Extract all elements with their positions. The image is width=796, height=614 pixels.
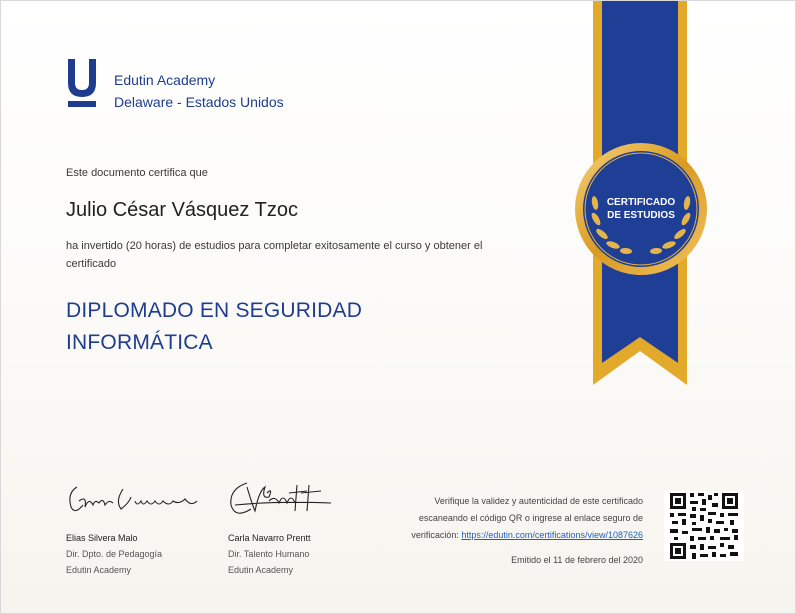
- signatory-navarro: [228, 530, 311, 578]
- seal-line1: CERTIFICADO: [606, 197, 676, 208]
- course-title: [66, 295, 506, 359]
- signatory-org: Edutin Academy: [66, 565, 132, 575]
- issue-date: Emitido el 11 de febrero del 2020: [511, 555, 643, 565]
- verification-line: Verifique la validez y autenticidad de este certificado: [434, 496, 643, 506]
- institution-block: [114, 69, 284, 113]
- signatory-name: Elias Silvera Malo: [66, 533, 138, 543]
- verification-link-row: [356, 527, 643, 544]
- institution-name: Edutin Academy: [114, 72, 216, 88]
- verification-link[interactable]: https://edutin.com/certifications/view/1087626: [461, 530, 643, 540]
- signatory-org: Edutin Academy: [228, 565, 294, 575]
- signatory-silvera: [66, 530, 162, 578]
- signature-silvera: [65, 477, 203, 521]
- certificate-description: ha invertido (20 horas) de estudios para completar exitosamente el curso y obtener el certificado: [66, 240, 483, 270]
- signature-navarro: [225, 477, 337, 521]
- course-title-line: DIPLOMADO EN SEGURIDAD: [66, 299, 363, 322]
- seal-line2: DE ESTUDIOS: [607, 210, 675, 221]
- verification-block: [356, 493, 643, 544]
- institution-location: Delaware - Estados Unidos: [114, 94, 284, 110]
- edutin-logo-icon: [65, 57, 99, 109]
- certificate-seal-icon: [573, 141, 709, 277]
- verification-label: verificación:: [411, 530, 459, 540]
- certify-intro: Este documento certifica que: [66, 167, 208, 179]
- signatory-role: Dir. Dpto. de Pedagogía: [66, 549, 163, 559]
- verification-line: escaneando el código QR o ingrese al enlace seguro de: [418, 513, 643, 523]
- signatory-role: Dir. Talento Humano: [228, 549, 310, 559]
- signatory-name: Carla Navarro Prentt: [228, 533, 311, 543]
- course-title-line: INFORMÁTICA: [66, 331, 213, 354]
- recipient-name: Julio César Vásquez Tzoc: [66, 199, 298, 221]
- qr-code-icon[interactable]: [664, 491, 744, 561]
